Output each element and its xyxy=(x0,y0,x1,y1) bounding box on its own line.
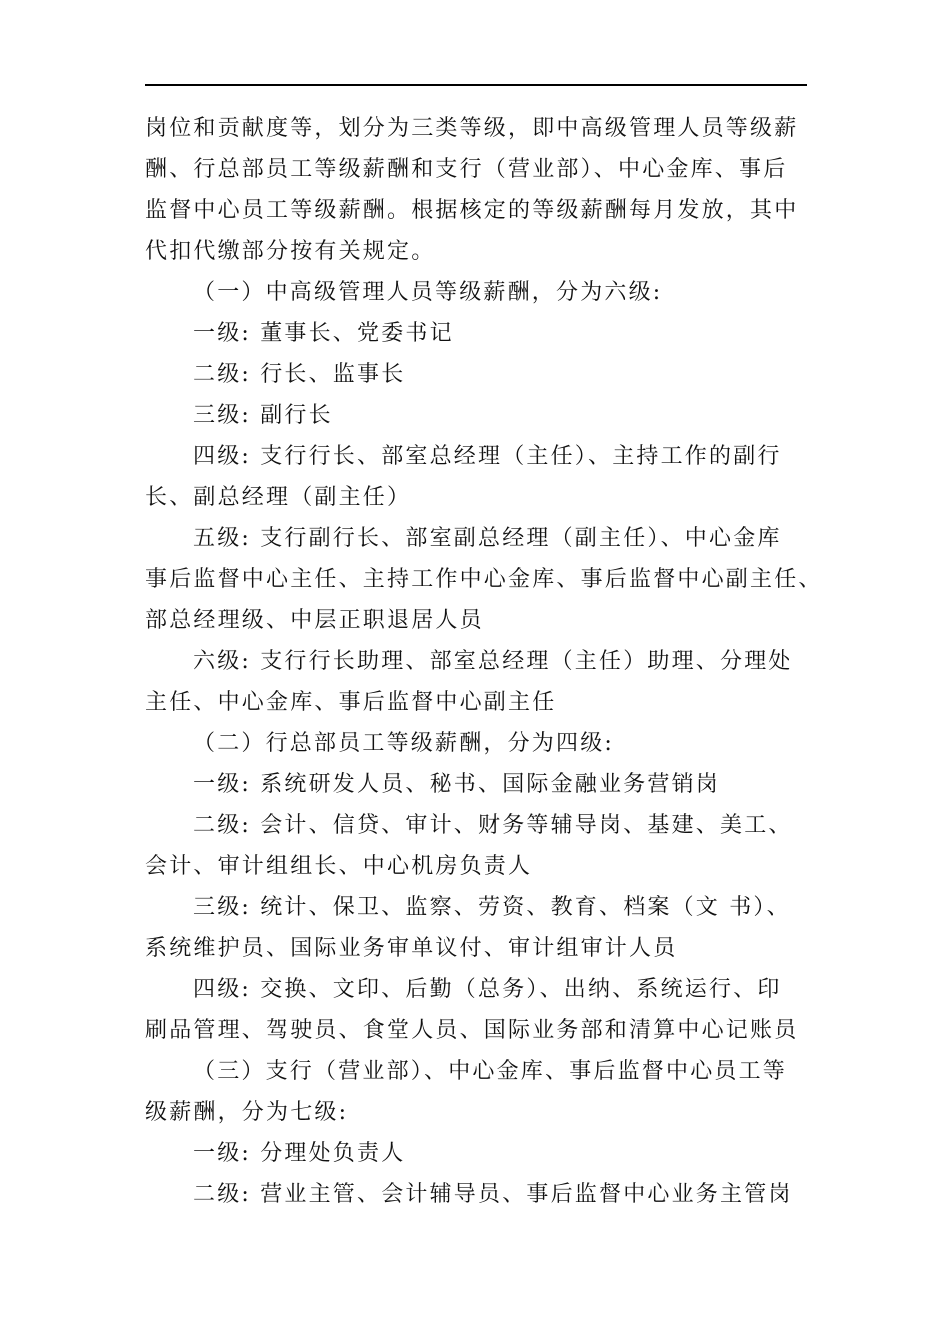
text-line: 主任、中心金库、事后监督中心副主任 xyxy=(145,690,557,715)
text-line: 岗位和贡献度等，划分为三类等级，即中高级管理人员等级薪 xyxy=(145,116,799,141)
text-line: 五级: 支行副行长、部室副总经理（副主任）、中心金库 xyxy=(193,526,782,551)
section-heading: （一）中高级管理人员等级薪酬，分为六级: xyxy=(193,280,663,305)
text-line: 会计、审计组组长、中心机房负责人 xyxy=(145,854,533,879)
text-line: 三级: 副行长 xyxy=(193,403,333,428)
text-line: 二级: 行长、监事长 xyxy=(193,362,406,387)
text-line: 部总经理级、中层正职退居人员 xyxy=(145,608,484,633)
text-line: 二级: 营业主管、会计辅导员、事后监督中心业务主管岗 xyxy=(193,1182,793,1207)
text-line: 二级: 会计、信贷、审计、财务等辅导岗、基建、美工、 xyxy=(193,813,793,838)
text-line: 四级: 支行行长、部室总经理（主任）、主持工作的副行 xyxy=(193,444,782,469)
text-line: 六级: 支行行长助理、部室总经理（主任）助理、分理处 xyxy=(193,649,793,674)
text-line: 刷品管理、驾驶员、食堂人员、国际业务部和清算中心记账员 xyxy=(145,1018,799,1043)
text-line: 酬、行总部员工等级薪酬和支行（营业部）、中心金库、事后 xyxy=(145,157,788,182)
section-heading: （三）支行（营业部）、中心金库、事后监督中心员工等 xyxy=(193,1059,788,1084)
text-line: 代扣代缴部分按有关规定。 xyxy=(145,239,436,264)
text-line: 系统维护员、国际业务审单议付、审计组审计人员 xyxy=(145,936,678,961)
text-line: 一级: 董事长、党委书记 xyxy=(193,321,454,346)
text-line: 一级: 分理处负责人 xyxy=(193,1141,406,1166)
text-line: 长、副总经理（副主任） xyxy=(145,485,412,510)
text-line: 级薪酬，分为七级: xyxy=(145,1100,349,1125)
text-line: 监督中心员工等级薪酬。根据核定的等级薪酬每月发放，其中 xyxy=(145,198,799,223)
text-line: 一级: 系统研发人员、秘书、国际金融业务营销岗 xyxy=(193,772,721,797)
text-line: 四级: 交换、文印、后勤（总务）、出纳、系统运行、印 xyxy=(193,977,782,1002)
text-line: 三级: 统计、保卫、监察、劳资、教育、档案（文 书）、 xyxy=(193,895,791,920)
text-line: 事后监督中心主任、主持工作中心金库、事后监督中心副主任、 xyxy=(145,567,823,592)
document-body xyxy=(145,108,825,1215)
header-rule xyxy=(145,84,807,86)
section-heading: （二）行总部员工等级薪酬，分为四级: xyxy=(193,731,615,756)
